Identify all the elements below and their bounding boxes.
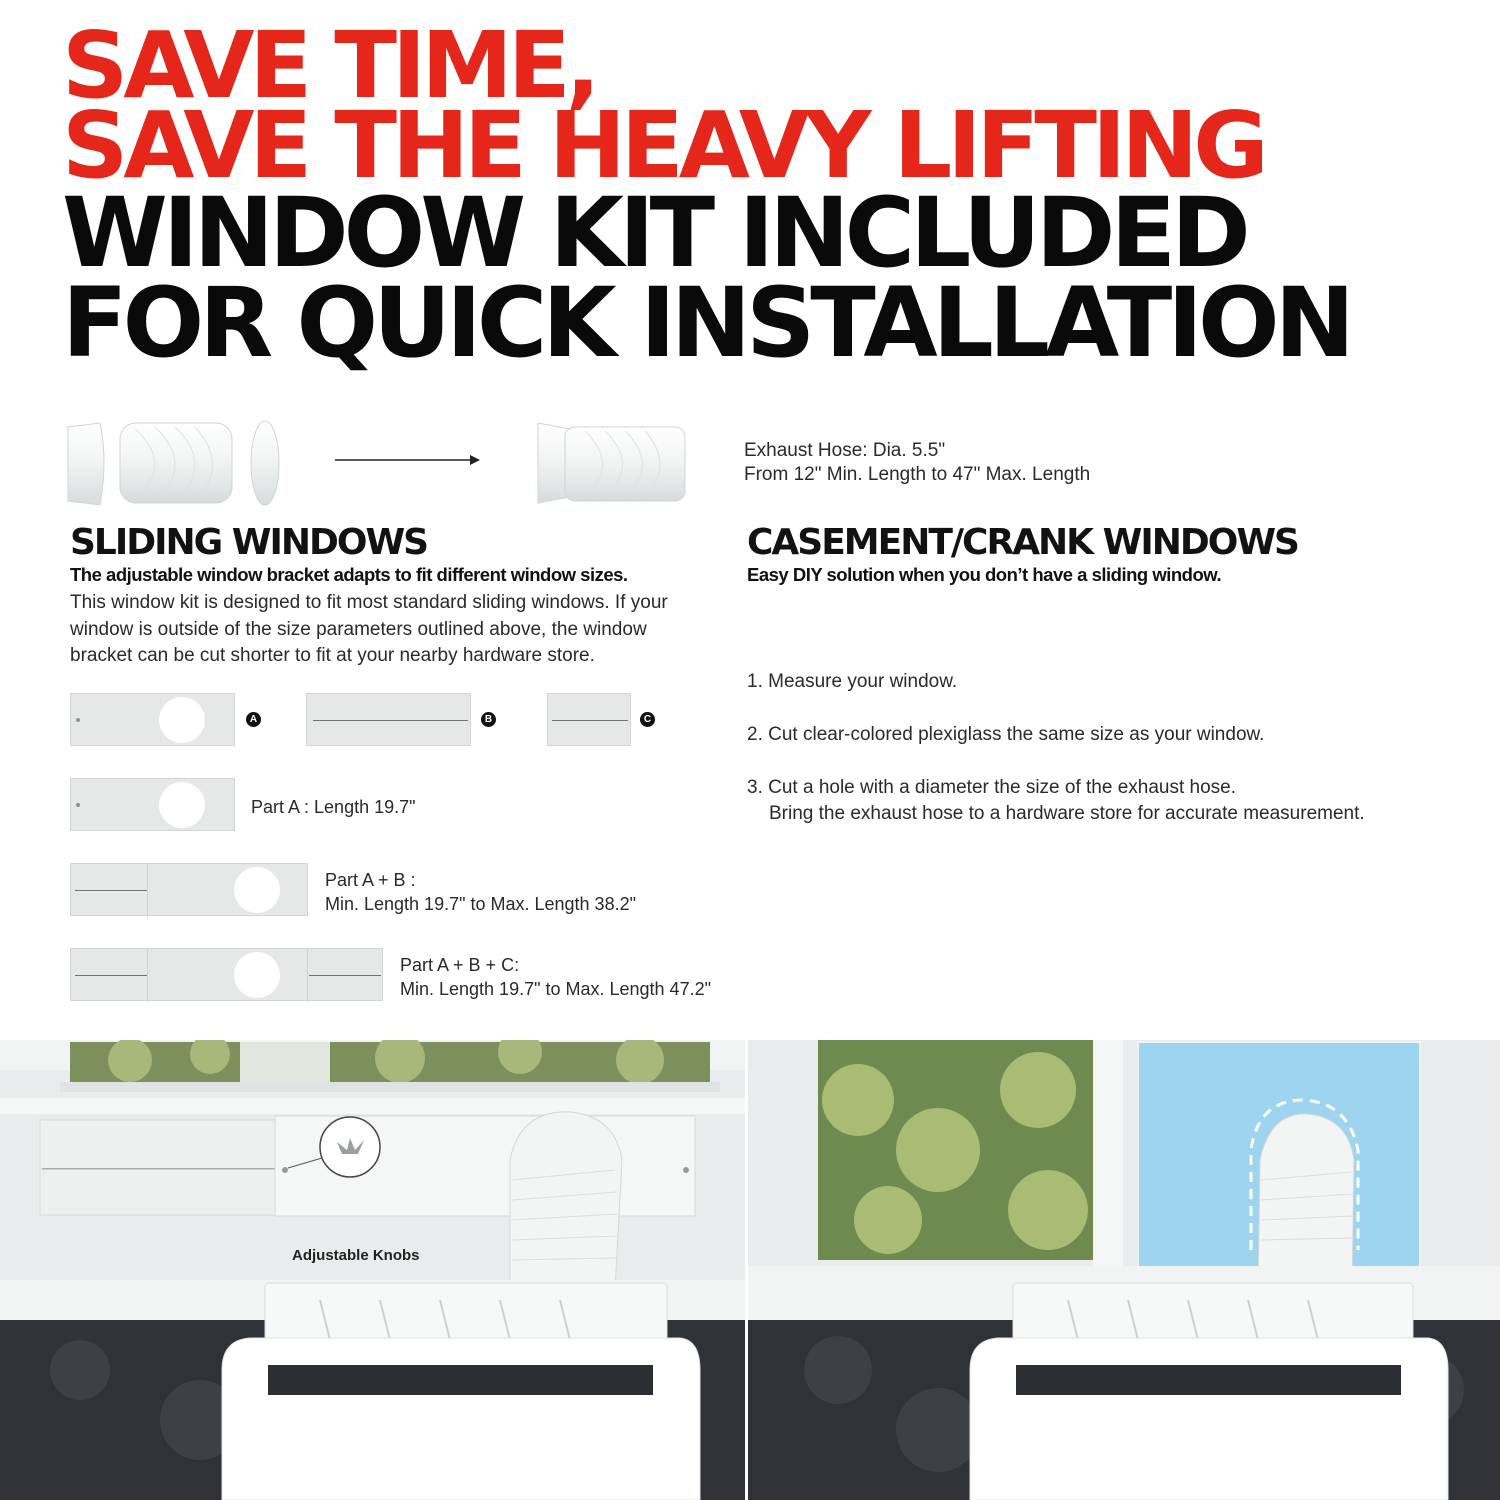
casement-step-1: 1. Measure your window. — [747, 671, 958, 692]
bracket-left-panel — [40, 1120, 280, 1215]
exhaust-hose-icon — [510, 1112, 622, 1290]
casement-step-3-note: Bring the exhaust hose to a hardware store for accurate measurement. — [769, 803, 1365, 824]
bracket-part-ab-diagram — [70, 863, 308, 916]
hose-dimension-label: Exhaust Hose: Dia. 5.5" — [744, 440, 946, 461]
headline-line-2: SAVE THE HEAVY LIFTING — [62, 92, 1264, 199]
headline-line-4: FOR QUICK INSTALLATION — [62, 267, 1350, 379]
sliding-window-photo — [0, 1040, 745, 1500]
hose-length-label: From 12" Min. Length to 47" Max. Length — [744, 464, 1091, 485]
part-ab-range: Min. Length 19.7" to Max. Length 38.2" — [325, 894, 636, 914]
exhaust-hose-icon-2 — [1258, 1114, 1354, 1290]
sliding-windows-subtitle: The adjustable window bracket adapts to fit different window sizes. — [70, 564, 628, 585]
part-ab-label: Part A + B : — [325, 870, 416, 890]
part-abc-label: Part A + B + C: — [400, 955, 520, 975]
hose-adapter-left-icon — [68, 423, 104, 505]
exhaust-hose-illustration — [60, 415, 700, 515]
badge-a: A — [246, 712, 261, 727]
air-conditioner-body-2 — [970, 1338, 1448, 1500]
hose-assembled-icon — [565, 427, 685, 501]
air-conditioner-body — [222, 1338, 700, 1500]
casement-windows-subtitle: Easy DIY solution when you don’t have a sliding window. — [747, 564, 1222, 585]
hose-ring-icon — [251, 421, 279, 505]
part-a-label: Part A : Length 19.7" — [251, 797, 416, 817]
bracket-part-abc-diagram — [70, 948, 383, 1001]
hose-coil-icon — [120, 423, 232, 503]
sliding-windows-title: SLIDING WINDOWS — [70, 522, 428, 563]
casement-windows-title: CASEMENT/CRANK WINDOWS — [747, 522, 1298, 563]
part-abc-range: Min. Length 19.7" to Max. Length 47.2" — [400, 979, 711, 999]
bracket-part-c — [547, 693, 631, 746]
headline-line-1: SAVE TIME, — [62, 12, 596, 119]
sliding-windows-description: This window kit is designed to fit most standard sliding windows. If your window is outside of the size parameters outlined above, the window bracket can be cut shorter to fit at your nearby hardware store. — [70, 592, 668, 666]
casement-window-photo — [748, 1040, 1500, 1500]
arrow-right-icon — [470, 455, 480, 465]
headline-line-3: WINDOW KIT INCLUDED — [62, 177, 1246, 289]
badge-b: B — [481, 712, 496, 727]
casement-step-3: 3. Cut a hole with a diameter the size of the exhaust hose. — [747, 777, 1237, 798]
bracket-part-a-diagram — [70, 778, 235, 831]
badge-c: C — [640, 712, 655, 727]
casement-step-2: 2. Cut clear-colored plexiglass the same size as your window. — [747, 724, 1265, 745]
bracket-part-b — [306, 693, 471, 746]
bracket-part-a — [70, 693, 235, 746]
adjustable-knobs-label: Adjustable Knobs — [292, 1247, 420, 1264]
